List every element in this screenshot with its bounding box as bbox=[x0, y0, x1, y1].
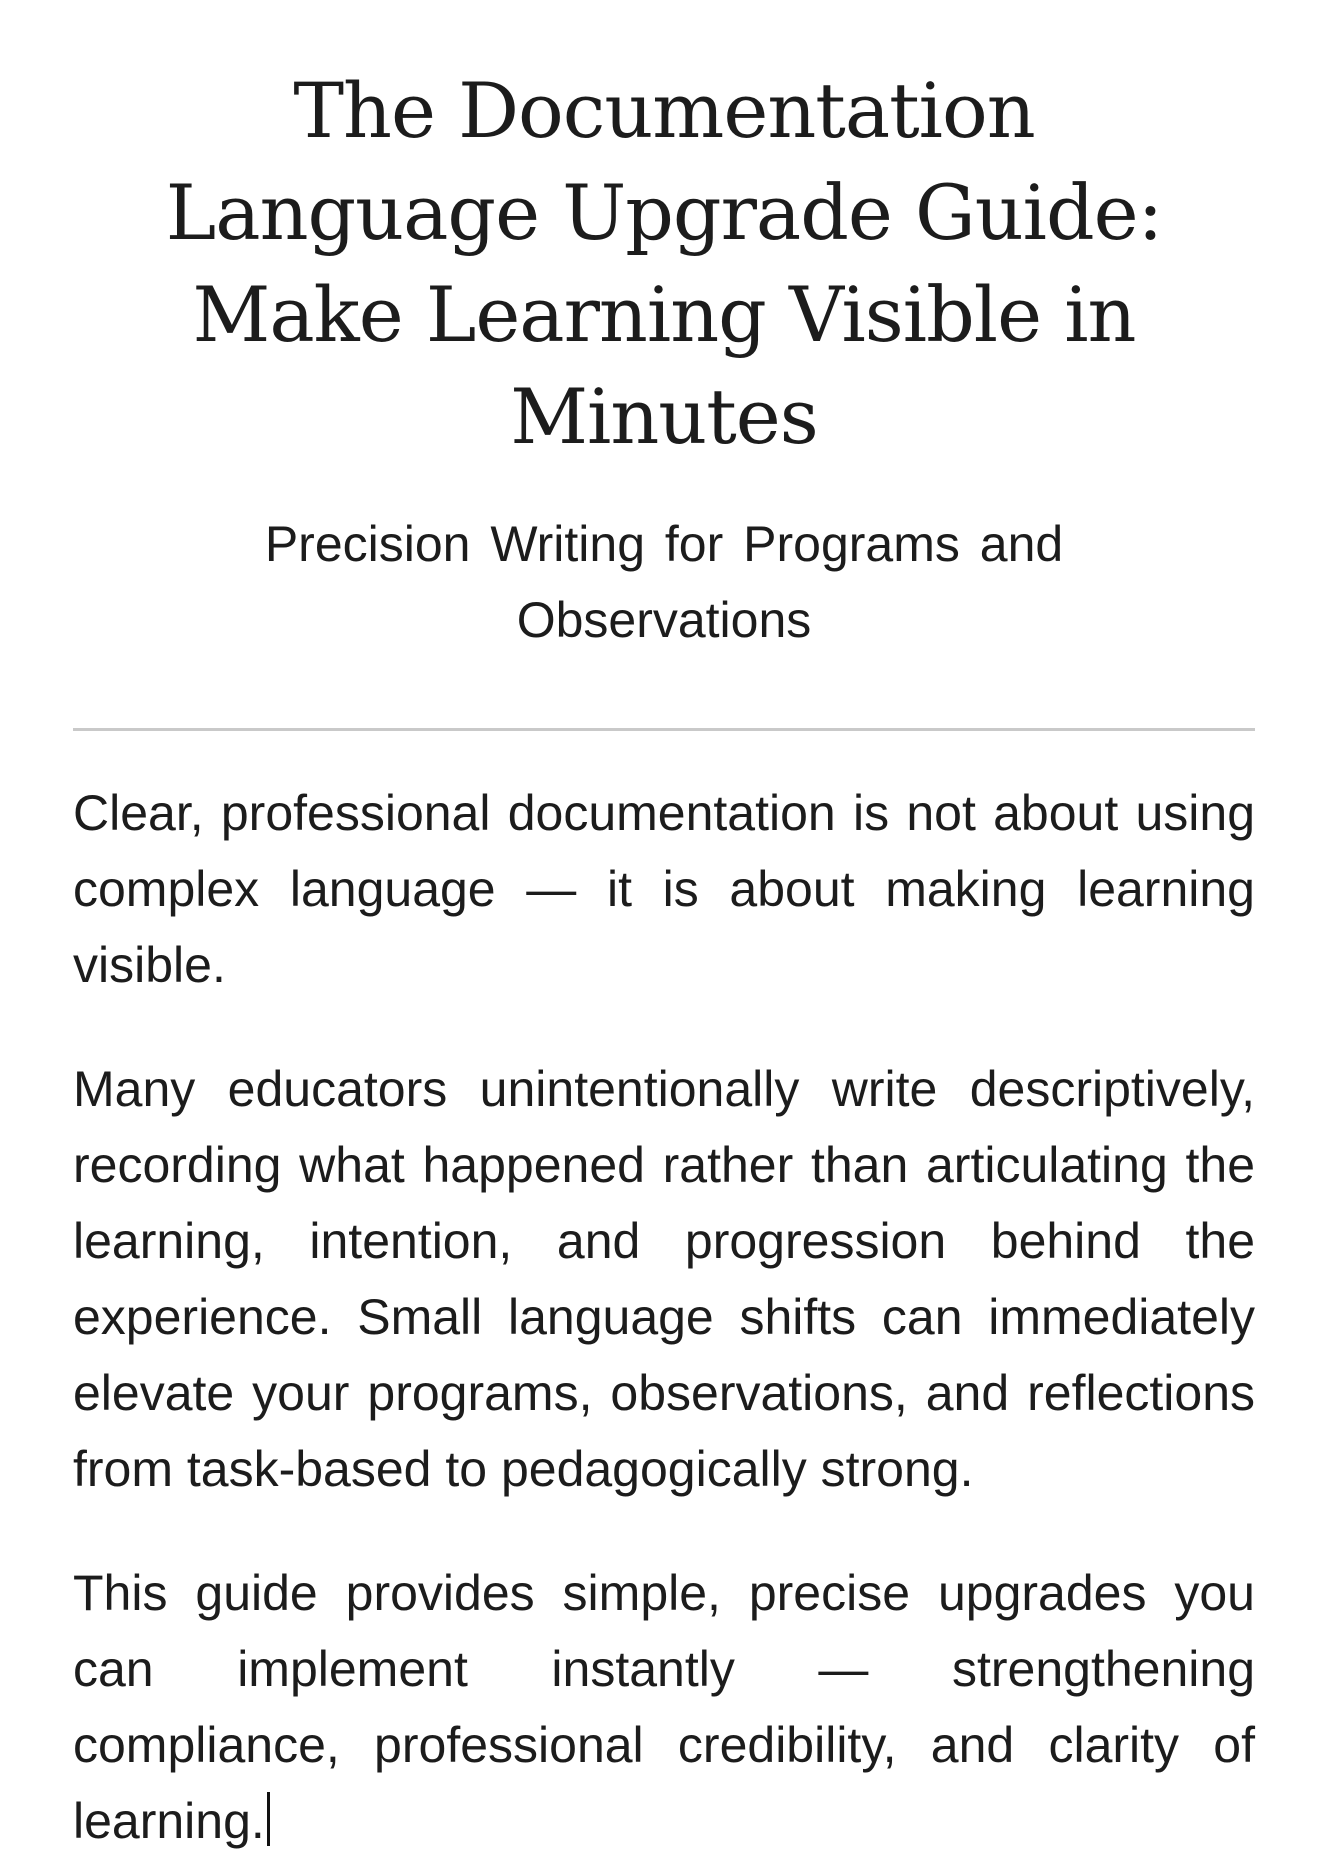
document-page bbox=[73, 60, 1255, 1859]
paragraph-descriptive-writing[interactable]: Many educators unintentionally write descriptively, recording what happened rather than articulating the learning, intention, and progression behind the experience. Small language shifts can immediately elevate your programs, observations, and reflections from task-based to pedagogically strong. bbox=[73, 1061, 1255, 1497]
paragraph-guide-purpose-text: This guide provides simple, precise upgrades you can implement instantly — strengthening compliance, professional credibility, and clarity of learning. bbox=[73, 1565, 1255, 1849]
section-divider bbox=[73, 728, 1255, 731]
paragraph-intro[interactable]: Clear, professional documentation is not about using complex language — it is about making learning visible. bbox=[73, 785, 1255, 993]
paragraph-guide-purpose[interactable] bbox=[73, 1555, 1255, 1859]
text-cursor bbox=[267, 1792, 270, 1846]
page-title: The Documentation Language Upgrade Guide: Make Learning Visible in Minutes bbox=[165, 66, 1163, 461]
page-subtitle: Precision Writing for Programs and Observations bbox=[264, 516, 1064, 648]
